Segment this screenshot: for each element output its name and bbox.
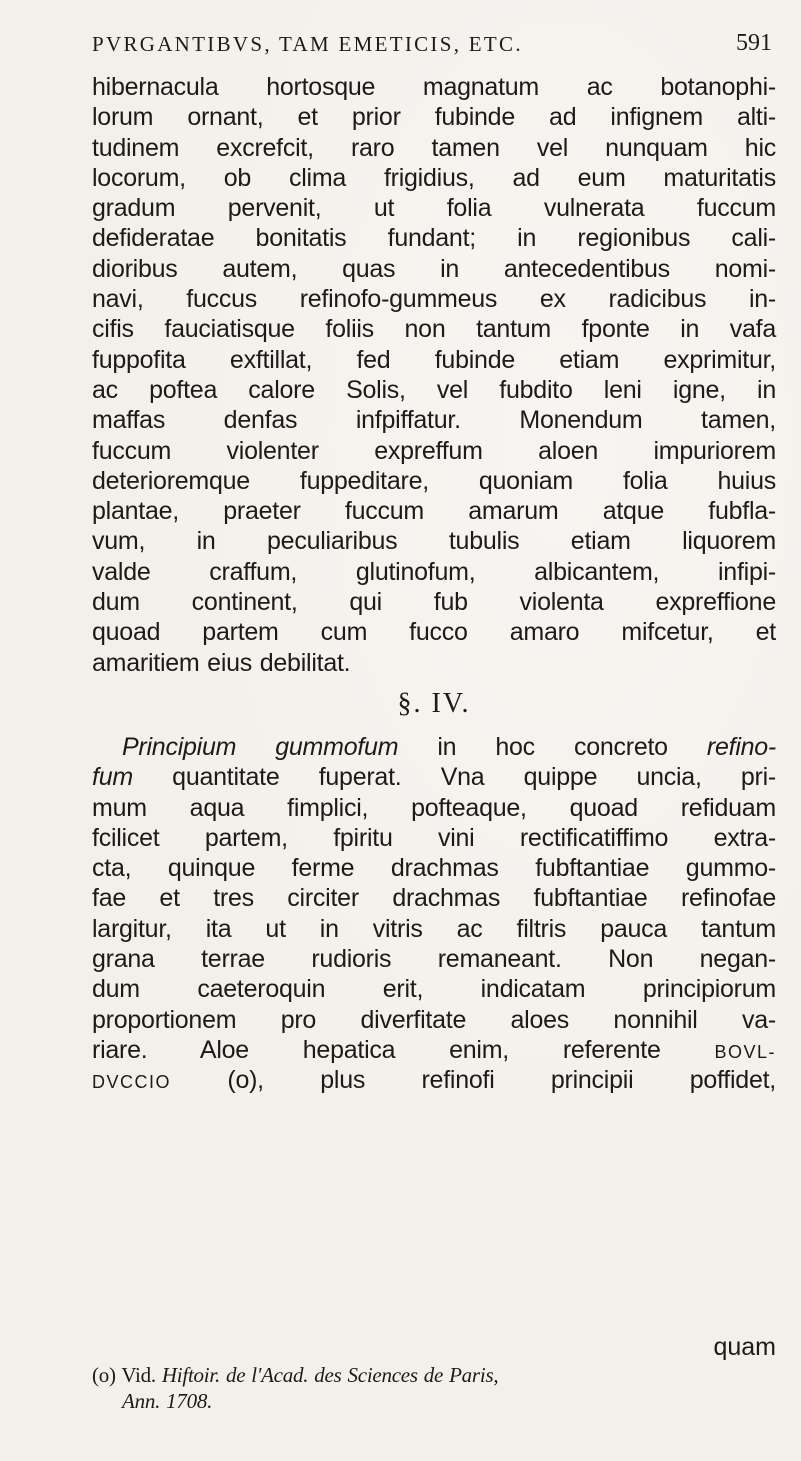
- text-line: proportionem pro diverfitate aloes nonnihil va-: [92, 1005, 776, 1034]
- text-line: largitur, ita ut in vitris ac filtris pauca tantum: [92, 914, 776, 943]
- text-line: plantae, praeter fuccum amarum atque fubfla-: [92, 497, 776, 526]
- text-line: fuppofita exftillat, fed fubinde etiam exprimitur,: [92, 345, 776, 374]
- page-header: [92, 22, 772, 66]
- footnote-line: [92, 1388, 776, 1414]
- paragraph-1: [92, 72, 776, 678]
- text-line: defideratae bonitatis fundant; in regionibus cali-: [92, 224, 776, 253]
- text-line: [92, 1065, 776, 1095]
- body-text: [92, 72, 776, 1096]
- paragraph-2: [92, 732, 776, 1096]
- text-line: amaritiem eius debilitat.: [92, 648, 351, 677]
- footnote-marker: (o) Vid.: [92, 1363, 162, 1387]
- catchword: quam: [713, 1333, 776, 1361]
- text-line: fcilicet partem, fpiritu vini rectificatiffimo extra-: [92, 823, 776, 852]
- text-line: navi, fuccus refinofo-gummeus ex radicibus in-: [92, 285, 776, 314]
- text-line: lorum ornant, et prior fubinde ad infignem alti-: [92, 103, 776, 132]
- text-line: quoad partem cum fucco amaro mifcetur, et: [92, 618, 776, 647]
- section-heading: §. IV.: [397, 687, 471, 719]
- author-name-smallcaps: DVCCIO: [92, 1072, 172, 1093]
- text-line: vum, in peculiaribus tubulis etiam liquorem: [92, 527, 776, 556]
- italic-term: fum: [92, 763, 133, 792]
- text-line: dum continent, qui fub violenta expreffione: [92, 588, 776, 617]
- text-line: deterioremque fuppeditare, quoniam folia huius: [92, 466, 776, 495]
- footnote-source: Hiftoir. de l'Acad. des Sciences de Paris: [161, 1363, 494, 1387]
- text-line: mum aqua fimplici, pofteaque, quoad refiduam: [92, 793, 776, 822]
- running-head: PVRGANTIBVS, TAM EMETICIS, ETC.: [92, 32, 523, 56]
- paragraph-2-lines: [92, 793, 776, 1096]
- text-line: hibernacula hortosque magnatum ac botanophi-: [92, 73, 776, 101]
- text-line: gradum pervenit, ut folia vulnerata fuccum: [92, 194, 776, 223]
- text-span: riare. Aloe hepatica enim, referente: [92, 1035, 661, 1064]
- author-name-smallcaps: BOVL-: [714, 1041, 776, 1062]
- text-line: grana terrae rudioris remaneant. Non negan-: [92, 945, 776, 974]
- text-line: cifis fauciatisque foliis non tantum fponte in vafa: [92, 315, 776, 344]
- italic-term: Principium gummofum: [122, 732, 399, 761]
- text-line: cta, quinque ferme drachmas fubftantiae gummo-: [92, 854, 776, 883]
- footnote-line: [92, 1362, 776, 1388]
- text-line: [92, 732, 776, 762]
- text-line: [92, 762, 776, 792]
- text-line: ac poftea calore Solis, vel fubdito leni igne, in: [92, 375, 776, 404]
- text-line: dioribus autem, quas in antecedentibus nomi-: [92, 254, 776, 283]
- text-line: [92, 1035, 776, 1065]
- text-line: dum caeteroquin erit, indicatam principiorum: [92, 975, 776, 1004]
- text-line: maffas denfas infpiffatur. Monendum tamen,: [92, 406, 776, 435]
- footnote: [92, 1362, 776, 1414]
- section-heading-wrap: [92, 678, 776, 732]
- text-line: valde craffum, glutinofum, albicantem, infipi-: [92, 557, 776, 586]
- text-span: quantitate fuperat. Vna quippe uncia, pri-: [132, 763, 776, 792]
- footnote-year: Ann. 1708.: [122, 1389, 213, 1413]
- text-line: locorum, ob clima frigidius, ad eum maturitatis: [92, 163, 776, 192]
- text-line: tudinem excrefcit, raro tamen vel nunquam hic: [92, 133, 776, 162]
- italic-term: refino-: [706, 732, 777, 761]
- footnote-punct: ,: [493, 1363, 499, 1387]
- text-line: fuccum violenter expreffum aloen impuriorem: [92, 436, 776, 465]
- text-line: fae et tres circiter drachmas fubftantiae refinofae: [92, 884, 776, 913]
- text-span: (o), plus refinofi principii poffidet,: [171, 1066, 776, 1095]
- page-number: 591: [736, 30, 772, 56]
- text-span: in hoc concreto: [398, 732, 707, 761]
